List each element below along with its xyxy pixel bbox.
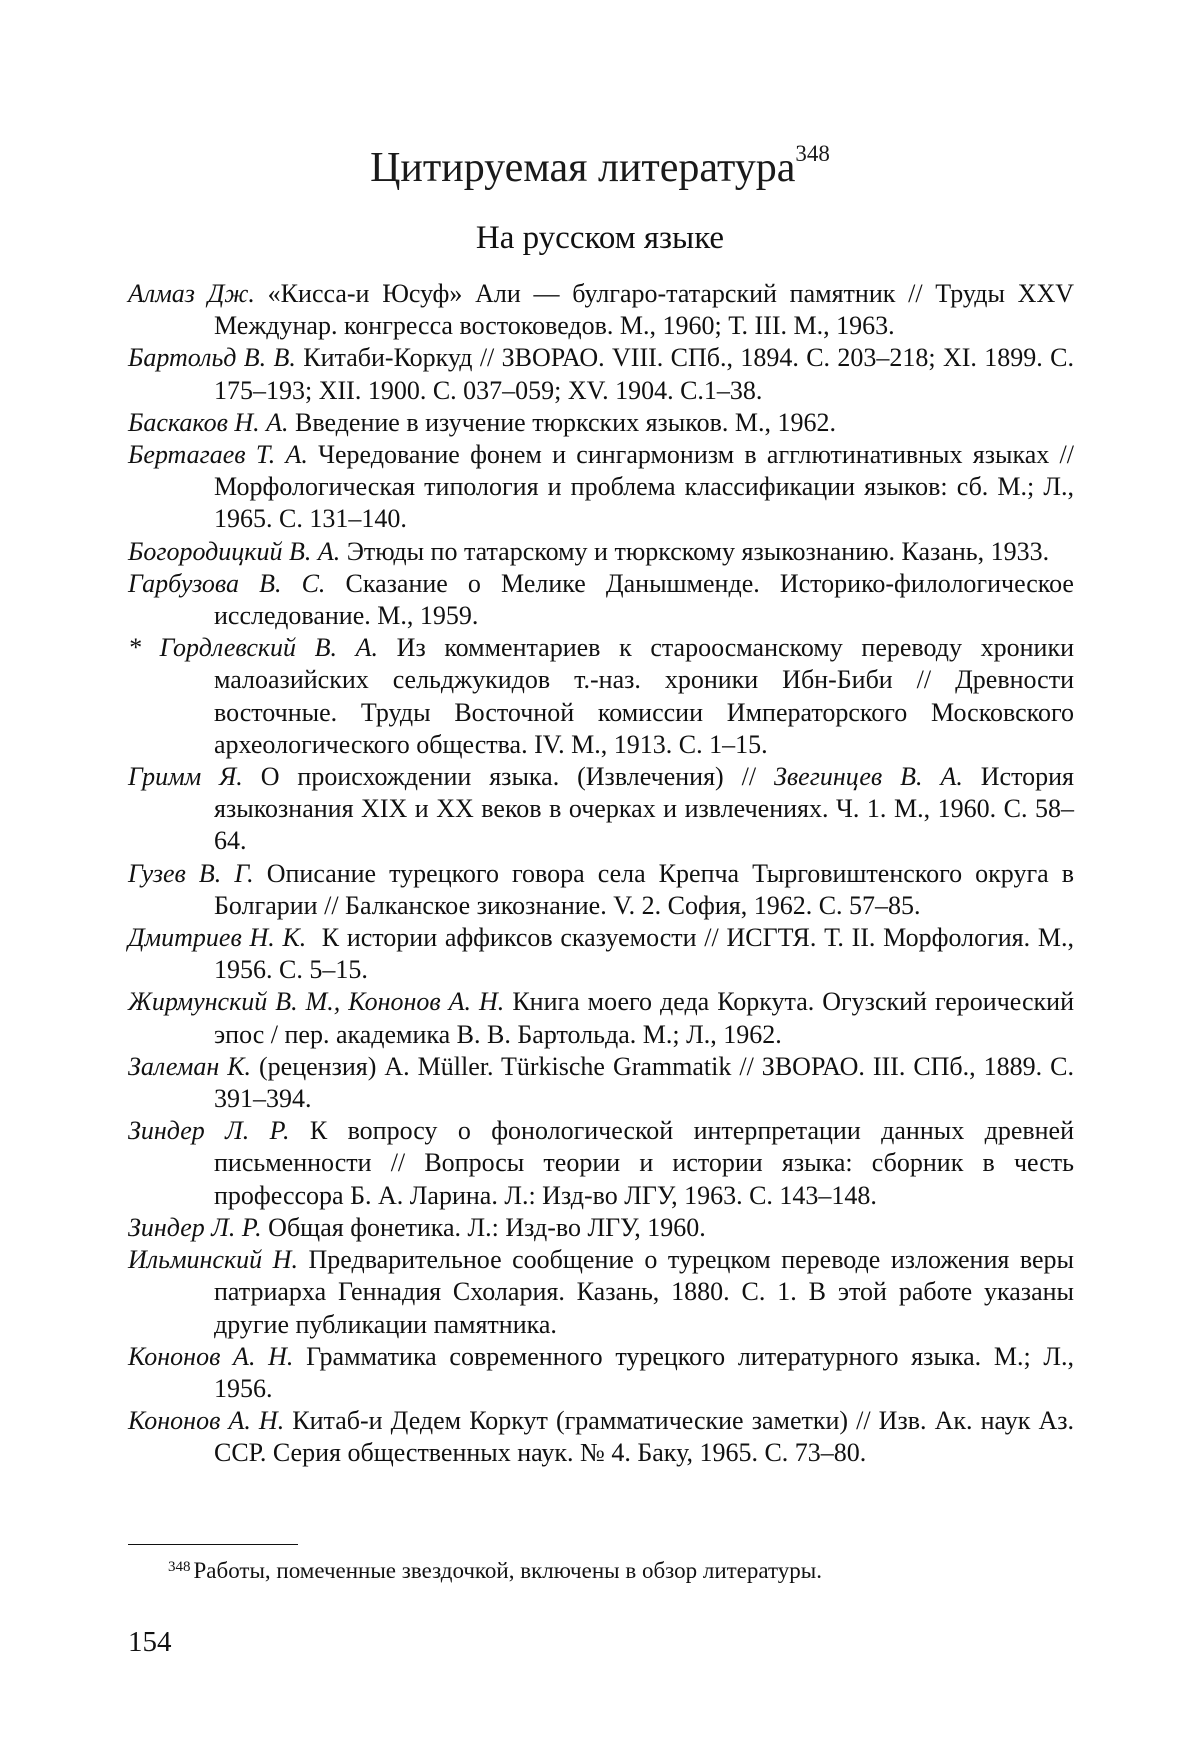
- reference-entry: [128, 1244, 1074, 1341]
- reference-author: Зиндер Л. Р.: [128, 1212, 262, 1242]
- reference-list: [128, 278, 1081, 1470]
- reference-text: Из комментариев к староосманскому переводу хроники малоазийских сельджукидов т.-наз. хроники Ибн-Биби // Древности восточные. Труды Восточной комиссии Императорского Московского археологического общества. IV. М., 1913. С. 1–15.: [214, 633, 1074, 759]
- page-title: [0, 142, 1200, 194]
- reference-text: О происхождении языка. (Извлечения) //: [242, 762, 774, 792]
- reference-entry: [128, 1212, 1074, 1244]
- page-number: 154: [128, 1626, 172, 1658]
- footnote-reference[interactable]: 348: [795, 141, 830, 166]
- reference-entry: [128, 922, 1081, 986]
- reference-text: Общая фонетика. Л.: Изд-во ЛГУ, 1960.: [261, 1212, 706, 1242]
- reference-author: Баскаков Н. А.: [128, 407, 289, 437]
- reference-author: Бертагаев Т. А.: [128, 440, 308, 470]
- reference-entry: [128, 1051, 1074, 1115]
- title-text: Цитируемая литература: [370, 145, 796, 191]
- reference-text: К истории аффиксов сказуемости // ИСГТЯ. Т. II. Морфология. М., 1956. С. 5–15.: [214, 923, 1081, 985]
- reference-author-secondary: Звегинцев В. А.: [774, 762, 963, 792]
- reference-entry: [128, 1405, 1074, 1469]
- reference-text: Грамматика современного турецкого литературного языка. М.; Л., 1956.: [214, 1341, 1074, 1403]
- reference-text: Описание турецкого говора села Крепча Тырговиштенского округа в Болгарии // Балканское зикознание. V. 2. София, 1962. С. 57–85.: [214, 858, 1074, 920]
- reference-entry: [128, 536, 1074, 568]
- reference-entry: [128, 986, 1074, 1050]
- reference-text: Предварительное сообщение о турецком переводе изложения веры патриарха Геннадия Схолария. Казань, 1880. С. 1. В этой работе указаны другие публикации памятника.: [214, 1245, 1074, 1339]
- reference-author: Зиндер Л. Р.: [128, 1116, 290, 1146]
- reference-text-secondary: История языкознания XIX и XX веков в очерках и извлечениях. Ч. 1. М., 1960. С. 58–64.: [214, 762, 1074, 856]
- footnote-text: Работы, помеченные звездочкой, включены в обзор литературы.: [193, 1558, 822, 1583]
- reference-entry: [128, 439, 1074, 536]
- reference-entry: [128, 1115, 1074, 1212]
- reference-author: Залеман К.: [128, 1051, 252, 1081]
- reference-author: Богородицкий В. А.: [128, 536, 341, 566]
- reference-text: Введение в изучение тюркских языков. М., 1962.: [288, 407, 836, 437]
- reference-text: Сказание о Мелике Данышменде. Историко-филологическое исследование. М., 1959.: [214, 568, 1074, 631]
- reference-text: «Кисса-и Юсуф» Али — булгаро-татарский памятник // Труды XXV Междунар. конгресса востоковедов. М., 1960; Т. III. М., 1963.: [214, 279, 1074, 341]
- reference-text: Этюды по татарскому и тюркскому языкознанию. Казань, 1933.: [340, 536, 1050, 566]
- reference-author: Алмаз Дж.: [128, 279, 255, 308]
- reference-entry: [128, 858, 1074, 922]
- reference-author: Гримм Я.: [128, 762, 243, 792]
- footnote: [168, 1556, 1068, 1586]
- reference-entry: [128, 568, 1074, 632]
- reference-entry: [128, 632, 1074, 761]
- reference-entry: [128, 278, 1074, 342]
- reference-text: К вопросу о фонологической интерпретации данных древней письменности // Вопросы теории и истории языка: сборник в честь профессора Б. А. Ларина. Л.: Изд-во ЛГУ, 1963. С. 143–148.: [214, 1116, 1074, 1210]
- footnote-mark: 348: [168, 1559, 191, 1575]
- reference-entry: [128, 407, 1074, 439]
- reference-text: Китаби-Коркуд // ЗВОРАО. VIII. СПб., 1894. С. 203–218; XI. 1899. С. 175–193; XII. 1900. С. 037–059; XV. 1904. С.1–38.: [214, 343, 1074, 405]
- reference-author: Кононов А. Н.: [128, 1406, 285, 1436]
- reference-text: Книга моего деда Коркута. Огузский героический эпос / пер. академика В. В. Бартольда. М.; Л., 1962.: [214, 987, 1074, 1049]
- reference-text: Китаб-и Дедем Коркут (грамматические заметки) // Изв. Ак. наук Аз. ССР. Серия общественных наук. № 4. Баку, 1965. С. 73–80.: [214, 1406, 1074, 1468]
- reference-author: Бартольд В. В.: [128, 343, 296, 373]
- reference-author: Ильминский Н.: [128, 1245, 298, 1275]
- footnote-divider: [128, 1544, 298, 1545]
- reference-author: Жирмунский В. М., Кононов А. Н.: [128, 987, 505, 1017]
- reference-author: * Гордлевский В. А.: [128, 633, 379, 663]
- reference-author: Гузев В. Г.: [128, 858, 254, 888]
- reference-author: Кононов А. Н.: [128, 1341, 294, 1371]
- reference-author: Дмитриев Н. К.: [128, 923, 307, 953]
- reference-entry: [128, 761, 1074, 858]
- reference-entry: [128, 342, 1074, 406]
- reference-author: Гарбузова В. С.: [128, 568, 326, 598]
- section-heading: На русском языке: [475, 220, 725, 256]
- reference-text: Чередование фонем и сингармонизм в агглютинативных языках // Морфологическая типология и проблема классификации языков: сб. М.; Л., 1965. С. 131–140.: [214, 440, 1074, 534]
- reference-text: (рецензия) A. Müller. Türkische Grammatik // ЗВОРАО. III. СПб., 1889. С. 391–394.: [214, 1051, 1074, 1114]
- reference-entry: [128, 1341, 1074, 1405]
